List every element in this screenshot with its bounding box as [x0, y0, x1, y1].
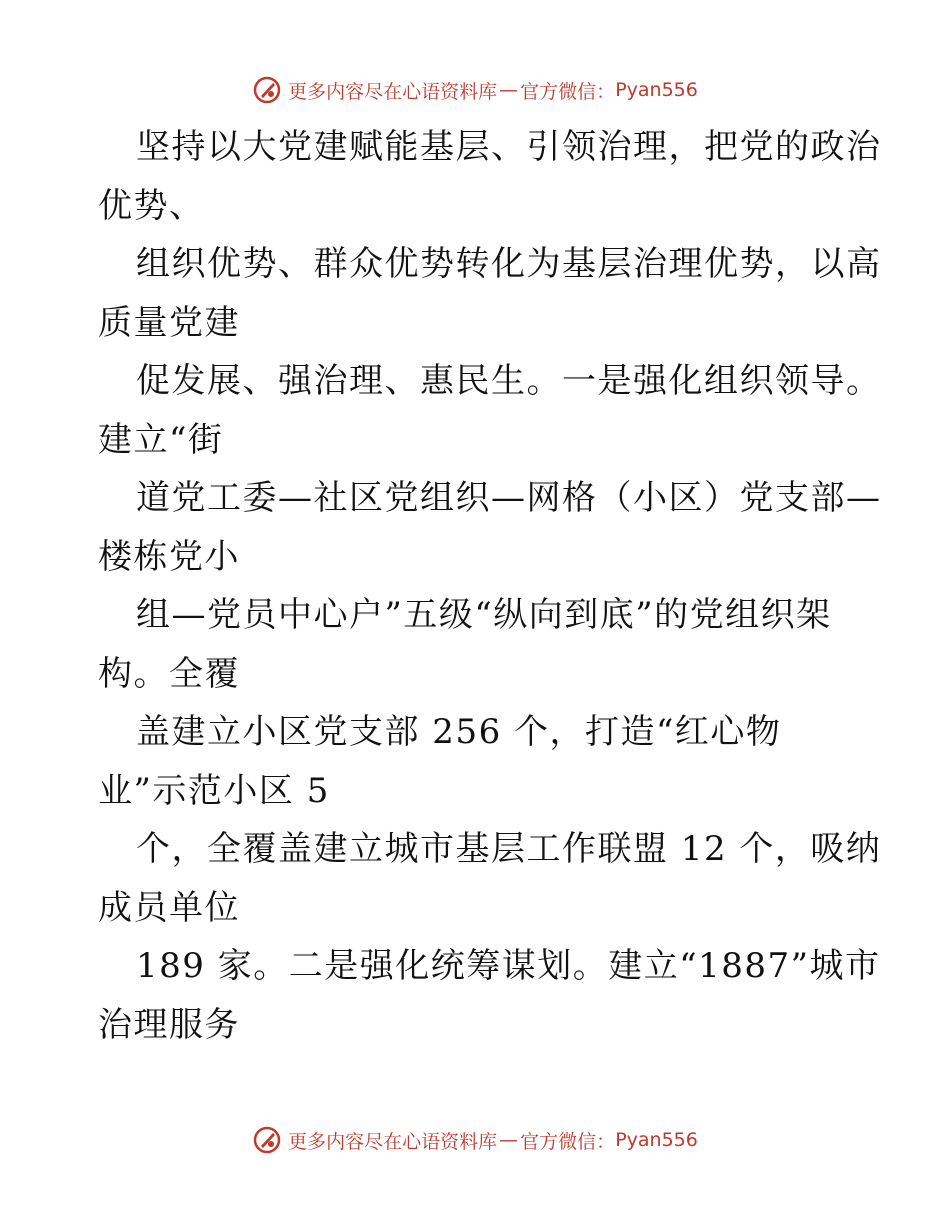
quill-circle-icon: [252, 75, 282, 105]
text-line: 坚持以大党建赋能基层、引领治理，把党的政治: [136, 127, 882, 167]
watermark-label: 官方微信：: [520, 80, 616, 103]
text-line: 构。全覆: [98, 653, 240, 694]
header-watermark: [0, 70, 950, 110]
watermark-brand: 更多内容尽在心语资料库: [288, 80, 498, 103]
document-body: [98, 118, 882, 1054]
footer-watermark: [0, 1120, 950, 1160]
text-line: 组—党员中心户”五级“纵向到底”的党组织架: [136, 595, 832, 635]
watermark-brand: 更多内容尽在心语资料库: [288, 1130, 498, 1153]
watermark-separator: —: [499, 1129, 519, 1151]
text-line: 建立“街: [98, 419, 224, 460]
watermark-label: 官方微信：: [520, 1130, 616, 1153]
text-line: 促发展、强治理、惠民生。一是强化组织领导。: [136, 361, 882, 401]
watermark-wechat-id: Pyan556: [615, 1129, 698, 1151]
text-line: 道党工委—社区党组织—网格（小区）党支部—: [136, 478, 882, 518]
text-line: 189 家。二是强化统筹谋划。建立“1887”城市: [136, 946, 881, 986]
text-line: 业”示范小区 5: [98, 770, 330, 811]
text-line: 质量党建: [98, 302, 240, 343]
watermark-separator: —: [499, 79, 519, 101]
quill-circle-icon: [252, 1125, 282, 1155]
text-line: 个，全覆盖建立城市基层工作联盟 12 个，吸纳: [136, 829, 882, 869]
text-line: 盖建立小区党支部 256 个，打造“红心物: [136, 712, 782, 752]
text-line: 治理服务: [98, 1004, 240, 1045]
text-line: 优势、: [98, 185, 205, 226]
text-line: 楼栋党小: [98, 536, 240, 577]
text-line: 组织优势、群众优势转化为基层治理优势，以高: [136, 244, 882, 284]
watermark-wechat-id: Pyan556: [615, 79, 698, 101]
text-line: 成员单位: [98, 887, 240, 928]
